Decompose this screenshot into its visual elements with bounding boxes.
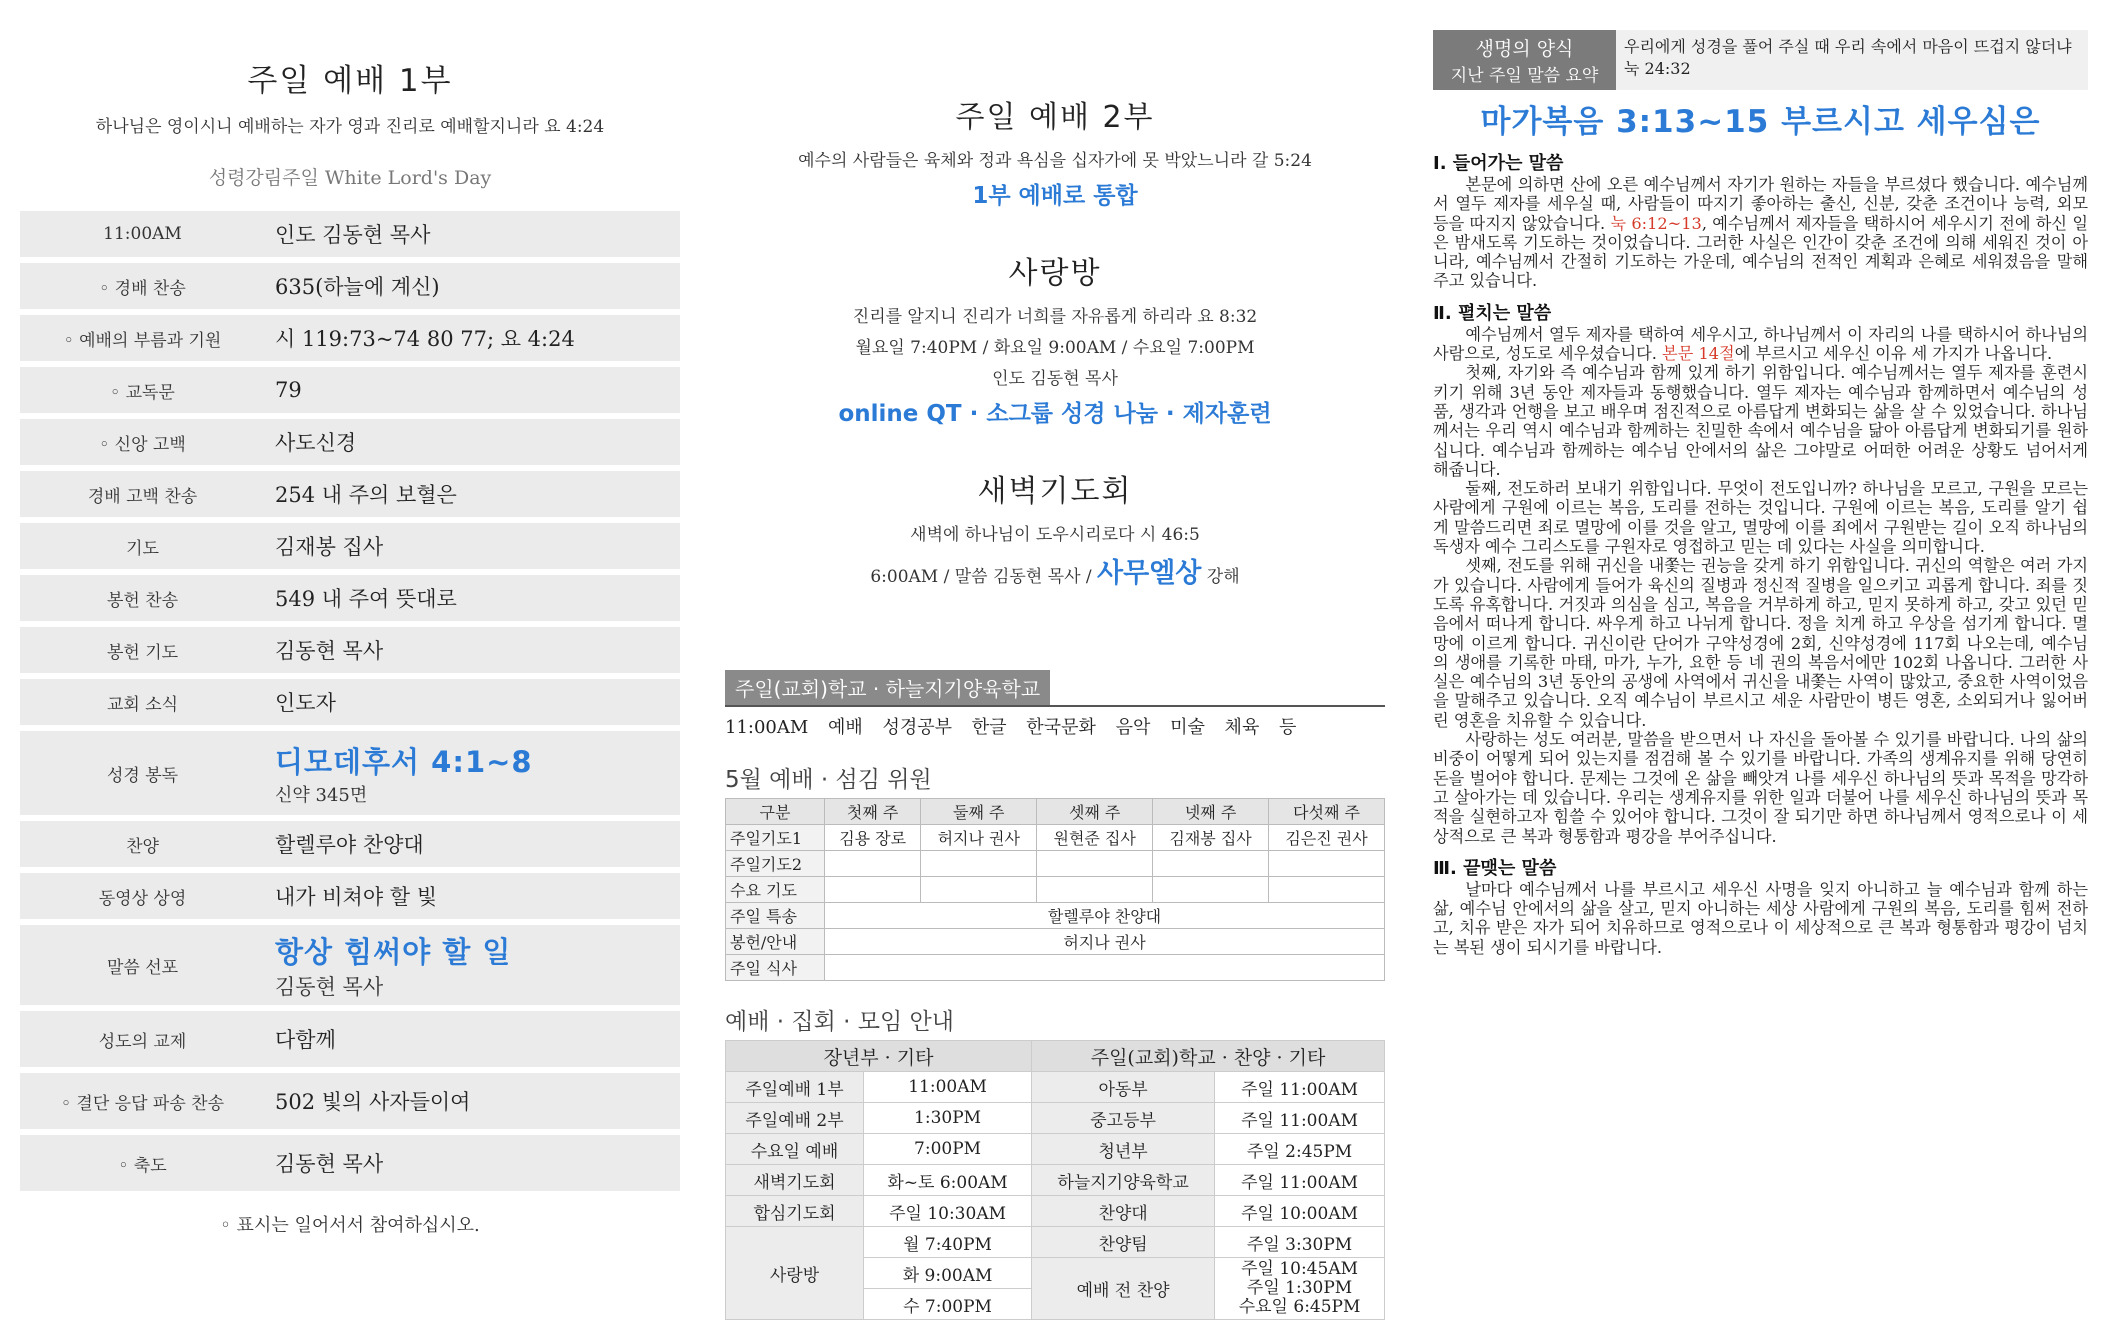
order-label: ◦ 교독문 <box>20 367 265 413</box>
order-row <box>20 315 680 361</box>
summary-header <box>1433 30 2088 90</box>
service1-column <box>20 0 680 1275</box>
order-label: ◦ 결단 응답 파송 찬송 <box>20 1073 265 1129</box>
service2-verse: 예수의 사람들은 육체와 정과 욕심을 십자가에 못 박았느니라 갈 5:24 <box>798 151 1312 171</box>
meetings-table <box>725 1040 1385 1320</box>
order-row <box>20 419 680 465</box>
table-row <box>726 1227 1385 1258</box>
sarangbang-leader: 인도 김동현 목사 <box>992 369 1118 389</box>
section2-paragraph: 첫째, 자기와 즉 예수님과 함께 있게 하기 위함입니다. 예수님께서는 열두 제자를 훈련시키기 위해 3년 동안 제자들과 동행했습니다. 열두 제자는 예수님과 함께하면서 예수님의 성품, 생각과 언행을 보고 배우며 점진적으로 아름답게 변화되는 삶을 살 수 있었습니다. 하나님께서는 우리 역시 예수님과 함께하는 친밀한 속에서 예수님을 닮아 아름답게 변화되기를 원하십니다. 예수님과 함께하는 예수님 안에서의 삶은 그야말로 어떠한 어려운 상황도 넘어서게 해줍니다. <box>1433 363 2089 479</box>
table-cell: 주일 11:00AM <box>1215 1165 1385 1196</box>
dawn-schedule <box>725 551 1385 590</box>
scripture-ref: 본문 14절 <box>1662 344 1735 364</box>
table-cell <box>1215 1258 1385 1320</box>
pre-praise-time: 주일 1:30PM <box>1246 1278 1353 1298</box>
order-label: 교회 소식 <box>20 679 265 725</box>
scripture-reading-row <box>20 731 680 815</box>
table-cell <box>921 851 1037 877</box>
meetings-title: 예배 · 집회 · 모임 안내 <box>725 1009 954 1035</box>
table-cell <box>1153 851 1269 877</box>
order-row <box>20 1073 680 1129</box>
order-label: 11:00AM <box>20 211 265 257</box>
order-label: 성도의 교제 <box>20 1011 265 1067</box>
order-label: 동영상 상영 <box>20 873 265 919</box>
table-cell: 주일 식사 <box>726 955 825 981</box>
order-of-worship <box>20 211 680 1191</box>
order-row <box>20 471 680 517</box>
school-section <box>725 670 1385 739</box>
table-cell: 중고등부 <box>1032 1103 1215 1134</box>
table-cell: 주일기도1 <box>726 825 825 851</box>
section1-paragraph <box>1433 175 2088 291</box>
section3-title: Ⅲ. 끝맺는 말씀 <box>1433 857 1557 879</box>
summary-box-title: 생명의 양식 <box>1475 38 1574 60</box>
table-header: 다섯째 주 <box>1269 799 1385 825</box>
sermon-row <box>20 925 680 1005</box>
summary-header-verse: 우리에게 성경을 풀어 주실 때 우리 속에서 마음이 뜨겁지 않더냐 눅 24:32 <box>1616 30 2088 90</box>
table-row <box>726 1041 1385 1072</box>
order-label: 성경 봉독 <box>20 731 265 815</box>
table-cell: 1:30PM <box>864 1103 1032 1134</box>
order-value: 할렐루야 찬양대 <box>265 821 680 867</box>
order-value: 인도자 <box>265 679 680 725</box>
order-label: 말씀 선포 <box>20 925 265 1005</box>
table-row <box>726 1196 1385 1227</box>
summary-title: 마가복음 3:13~15 부르시고 세우심은 <box>1480 104 2041 140</box>
text-run: , 예수님께서 제자들을 택하시어 세우시기 전에 하신 일은 밤새도록 기도하는 것이었습니다. 그러한 사실은 인간이 갖춘 조건에 의해 세워진 것이 아니라, 예수님께서 간절히 기도하는 가운데, 예수님의 전적인 계획과 은혜로 세워졌음을 말해주고 있습니다. <box>1433 213 2088 291</box>
table-cell <box>825 851 921 877</box>
order-label: 기도 <box>20 523 265 569</box>
table-header: 구분 <box>726 799 825 825</box>
table-cell: 주일예배 1부 <box>726 1072 864 1103</box>
school-items: 11:00AM 예배 성경공부 한글 한국문화 음악 미술 체육 등 <box>725 717 1297 738</box>
table-cell: 11:00AM <box>864 1072 1032 1103</box>
dawn-title: 새벽기도회 <box>977 474 1133 509</box>
table-cell: 주일기도2 <box>726 851 825 877</box>
sermon-title: 항상 힘써야 할 일 <box>275 934 512 969</box>
order-row <box>20 679 680 725</box>
order-value: 김동현 목사 <box>265 1135 680 1191</box>
sarangbang-schedule: 월요일 7:40PM / 화요일 9:00AM / 수요일 7:00PM <box>855 338 1255 358</box>
dawn-suffix: 강해 <box>1206 567 1240 587</box>
table-cell: 허지나 권사 <box>825 929 1385 955</box>
table-cell: 찬양팀 <box>1032 1227 1215 1258</box>
scripture-ref: 눅 6:12~13 <box>1610 213 1702 233</box>
order-row <box>20 367 680 413</box>
school-divider <box>725 705 1385 707</box>
order-value: 김재봉 집사 <box>265 523 680 569</box>
table-cell: 원현준 집사 <box>1037 825 1153 851</box>
section2-paragraph <box>1433 325 2088 364</box>
service1-title: 주일 예배 1부 <box>247 63 453 99</box>
table-cell: 봉헌/안내 <box>726 929 825 955</box>
order-row <box>20 821 680 867</box>
table-cell: 월 7:40PM <box>864 1227 1032 1258</box>
order-label: ◦ 경배 찬송 <box>20 263 265 309</box>
table-cell: 김재봉 집사 <box>1153 825 1269 851</box>
table-cell <box>1269 851 1385 877</box>
dawn-time: 6:00AM / 말씀 김동현 목사 / <box>870 567 1092 587</box>
order-label: 찬양 <box>20 821 265 867</box>
pre-praise-time: 주일 10:45AM <box>1241 1259 1359 1279</box>
table-row <box>726 1072 1385 1103</box>
table-cell: 화~토 6:00AM <box>864 1165 1032 1196</box>
table-cell <box>921 877 1037 903</box>
pre-praise-time: 수요일 6:45PM <box>1238 1297 1361 1317</box>
table-row <box>726 903 1385 929</box>
order-value: 254 내 주의 보혈은 <box>265 471 680 517</box>
committee-title: 5월 예배 · 섬김 위원 <box>725 767 932 793</box>
table-cell: 수 7:00PM <box>864 1289 1032 1320</box>
table-row <box>726 825 1385 851</box>
order-value: 79 <box>265 367 680 413</box>
order-row <box>20 263 680 309</box>
order-value: 사도신경 <box>265 419 680 465</box>
table-cell: 김은진 권사 <box>1269 825 1385 851</box>
order-row <box>20 1011 680 1067</box>
table-cell: 주일 2:45PM <box>1215 1134 1385 1165</box>
scripture-page: 신약 345면 <box>275 784 368 806</box>
dawn-book: 사무엘상 <box>1097 558 1202 589</box>
service1-verse: 하나님은 영이시니 예배하는 자가 영과 진리로 예배할지니라 요 4:24 <box>95 117 605 137</box>
table-row <box>726 1165 1385 1196</box>
table-header: 넷째 주 <box>1153 799 1269 825</box>
sarangbang-title: 사랑방 <box>1008 256 1102 291</box>
table-header: 주일(교회)학교 · 찬양 · 기타 <box>1032 1041 1385 1072</box>
order-value: 다함께 <box>265 1011 680 1067</box>
table-header: 장년부 · 기타 <box>726 1041 1032 1072</box>
table-cell <box>1037 851 1153 877</box>
dawn-verse: 새벽에 하나님이 도우시리로다 시 46:5 <box>910 525 1200 545</box>
order-label: 경배 고백 찬송 <box>20 471 265 517</box>
summary-header-box <box>1433 30 1616 90</box>
table-cell: 아동부 <box>1032 1072 1215 1103</box>
table-cell <box>1269 877 1385 903</box>
section2-paragraph: 둘째, 전도하러 보내기 위함입니다. 무엇이 전도입니까? 하나님을 모르고, 구원을 모르는 사람에게 구원에 이르는 복음, 도리를 전하는 것입니다. 구원에 이르는 복음, 도리를 알기 쉽게 말씀드리면 죄로 멸망에 이를 것을 알고, 멸망에 이를 죄에서 구원받는 길이 오직 하나님의 독생자 예수 그리스도를 구원자로 영접하고 믿는 데 있다는 사실을 의미합니다. <box>1433 479 2088 557</box>
table-row <box>726 929 1385 955</box>
order-value: 시 119:73~74 80 77; 요 4:24 <box>265 315 680 361</box>
order-value: 635(하늘에 계신) <box>265 263 680 309</box>
middle-column <box>725 0 1385 1317</box>
committee-table <box>725 798 1385 981</box>
section2-title: Ⅱ. 펼치는 말씀 <box>1433 302 1552 324</box>
order-value: 502 빛의 사자들이여 <box>265 1073 680 1129</box>
table-cell <box>1037 877 1153 903</box>
school-title: 주일(교회)학교 · 하늘지기양육학교 <box>725 670 1050 705</box>
order-value: 549 내 주여 뜻대로 <box>265 575 680 621</box>
table-cell: 청년부 <box>1032 1134 1215 1165</box>
order-value: 김동현 목사 <box>265 627 680 673</box>
sermon-summary-column <box>1433 0 2088 1275</box>
table-row <box>726 955 1385 981</box>
table-row <box>726 1103 1385 1134</box>
table-cell: 주일예배 2부 <box>726 1103 864 1134</box>
table-cell: 주일 특송 <box>726 903 825 929</box>
table-cell: 화 9:00AM <box>864 1258 1032 1289</box>
order-row <box>20 211 680 257</box>
text-run: 본문에 의하면 산에 오른 예수님께서 자기가 원하는 자들을 부르셨다 했습니다. 예수님께서 열두 제자를 세우실 때, 사람들이 따지기 좋아하는 출신, 신분, 갖춘 조건이나 능력, 외모 등을 따지지 않았습니다. <box>1433 175 2088 233</box>
table-cell: 찬양대 <box>1032 1196 1215 1227</box>
order-label: 봉헌 찬송 <box>20 575 265 621</box>
table-cell: 7:00PM <box>864 1134 1032 1165</box>
table-header: 셋째 주 <box>1037 799 1153 825</box>
table-cell: 허지나 권사 <box>921 825 1037 851</box>
table-cell <box>1153 877 1269 903</box>
section1-title: Ⅰ. 들어가는 말씀 <box>1433 153 1564 174</box>
table-cell: 주일 3:30PM <box>1215 1227 1385 1258</box>
sarangbang-verse: 진리를 알지니 진리가 너희를 자유롭게 하리라 요 8:32 <box>852 307 1258 327</box>
section2-paragraph: 셋째, 전도를 위해 귀신을 내쫓는 권능을 갖게 하기 위함입니다. 귀신의 역할은 여러 가지가 있습니다. 사람에게 들어가 육신의 질병과 정신적 질병을 일으키고 괴롭게 합니다. 죄를 짓도록 유혹합니다. 거짓과 의심을 심고, 복음을 거부하게 하고, 믿지 못하게 하고, 갖고 있던 믿음에서 떠나게 합니다. 싸우게 하고 나뉘게 합니다. 정을 치게 하고 우상을 섬기게 합니다. 멸망에 이르게 합니다. 귀신이란 단어가 구약성경에 2회, 신약성경에 117회 나오는데, 예수님의 생애를 기록한 마태, 마가, 누가, 요한 등 네 권의 복음서에만 102회 나옵니다. 그러한 사실은 예수님의 3년 동안의 공생에 사역에서 귀신을 내쫓는 사역이 많았고, 중요한 사역이었음을 말해주고 있습니다. 오직 예수님이 부르시고 세운 사람만이 병든 영혼, 소외되거나 잃어버린 영혼을 치유할 수 있습니다. <box>1433 556 2088 730</box>
scripture-reference: 디모데후서 4:1~8 <box>275 744 533 779</box>
table-row <box>726 799 1385 825</box>
table-cell: 할렐루야 찬양대 <box>825 903 1385 929</box>
order-value: 인도 김동현 목사 <box>265 211 680 257</box>
table-cell: 수요 기도 <box>726 877 825 903</box>
sarangbang-program: online QT · 소그룹 성경 나눔 · 제자훈련 <box>838 401 1272 427</box>
table-cell: 주일 10:30AM <box>864 1196 1032 1227</box>
table-cell: 김용 장로 <box>825 825 921 851</box>
table-cell: 주일 11:00AM <box>1215 1072 1385 1103</box>
order-row <box>20 523 680 569</box>
table-cell: 주일 11:00AM <box>1215 1103 1385 1134</box>
table-cell: 새벽기도회 <box>726 1165 864 1196</box>
order-label: ◦ 신앙 고백 <box>20 419 265 465</box>
service2-title: 주일 예배 2부 <box>955 100 1155 135</box>
text-run: 예수님께서 열두 제자를 택하여 세우시고, 하나님께서 이 자리의 나를 택하시어 하나님의 사람으로, 성도로 세우셨습니다. <box>1433 324 2088 364</box>
table-row <box>726 851 1385 877</box>
table-cell: 합심기도회 <box>726 1196 864 1227</box>
table-cell <box>825 955 1385 981</box>
section2-paragraph: 사랑하는 성도 여러분, 말씀을 받으면서 나 자신을 돌아볼 수 있기를 바랍니다. 나의 삶의 비중이 어떻게 되어 있는지를 점검해 볼 수 있기를 바랍니다. 가족의 생계유지를 위해 당연히 돈을 벌어야 합니다. 문제는 그것에 온 삶을 빼앗겨 나를 세우신 하나님의 뜻과 목적을 망각하고 살아가는 데 있습니다. 우리는 생계유지를 위한 일과 더불어 나를 세우신 하나님의 뜻과 목적을 실현하고자 힘쓸 수 있어야 합니다. 그것이 잘 되기만 하면 하나님께서 영적으로나 이 세상적으로 큰 복과 형통함과 평강을 부어주십니다. <box>1433 730 2088 846</box>
order-row <box>20 627 680 673</box>
table-cell: 수요일 예배 <box>726 1134 864 1165</box>
order-label: ◦ 축도 <box>20 1135 265 1191</box>
order-value: 내가 비쳐야 할 빛 <box>265 873 680 919</box>
order-row <box>20 575 680 621</box>
order-label: ◦ 예배의 부름과 기원 <box>20 315 265 361</box>
text-run: 에 부르시고 세우신 이유 세 가지가 나옵니다. <box>1734 344 2053 364</box>
table-row <box>726 877 1385 903</box>
table-row <box>726 1134 1385 1165</box>
order-row <box>20 873 680 919</box>
order-row <box>20 1135 680 1191</box>
order-label: 봉헌 기도 <box>20 627 265 673</box>
table-cell: 주일 10:00AM <box>1215 1196 1385 1227</box>
table-cell: 사랑방 <box>726 1227 864 1320</box>
service1-theme: 성령강림주일 White Lord's Day <box>208 167 492 189</box>
table-cell: 하늘지기양육학교 <box>1032 1165 1215 1196</box>
table-cell: 예배 전 찬양 <box>1032 1258 1215 1320</box>
section3-paragraph: 날마다 예수님께서 나를 부르시고 세우신 사명을 잊지 아니하고 늘 예수님과 함께 하는 삶, 예수님 안에서의 삶을 살고, 믿지 아니하는 세상 사람에게 구원의 복음, 도리를 힘써 전하고, 치유 받은 자가 되어 치유하므로 영적으로나 이 세상적으로 큰 복과 형통함과 평강이 넘치는 복된 생이 되시기를 바랍니다. <box>1433 879 2088 957</box>
summary-box-subtitle: 지난 주일 말씀 요약 <box>1450 66 1599 86</box>
table-header: 둘째 주 <box>921 799 1037 825</box>
service2-note: 1부 예배로 통합 <box>972 183 1138 209</box>
standing-note: ◦ 표시는 일어서서 참여하십시오. <box>220 1215 480 1236</box>
table-cell <box>825 877 921 903</box>
sermon-preacher: 김동현 목사 <box>275 974 384 999</box>
table-header: 첫째 주 <box>825 799 921 825</box>
